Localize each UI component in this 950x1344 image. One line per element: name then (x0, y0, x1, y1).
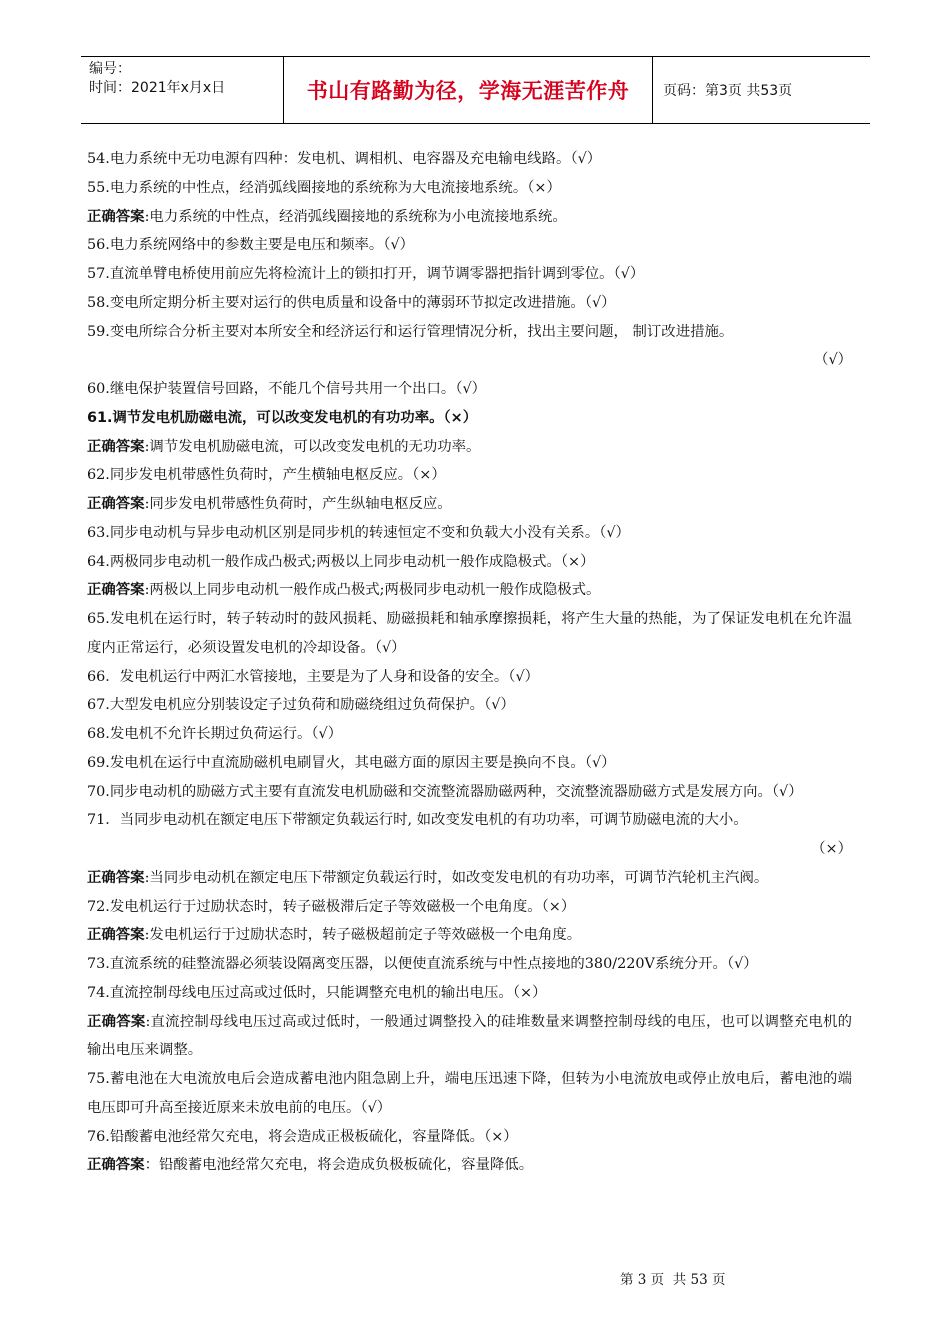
question-line (87, 519, 852, 548)
line-text: 55.电力系统的中性点，经消弧线圈接地的系统称为大电流接地系统。（×） (87, 179, 561, 196)
line-text: 62.同步发电机带感性负荷时，产生横轴电枢反应。（×） (87, 467, 446, 484)
question-line (87, 461, 852, 490)
page-footer: 第 3 页 共 53 页 (620, 1272, 726, 1288)
question-line (87, 260, 852, 289)
line-text: 74.直流控制母线电压过高或过低时，只能调整充电机的输出电压。（×） (87, 984, 547, 1001)
question-line (87, 778, 852, 807)
line-text: 67.大型发电机应分别装设定子过负荷和励磁绕组过负荷保护。（√） (87, 697, 515, 714)
page-header (81, 56, 870, 124)
line-text: ：铅酸蓄电池经常欠充电，将会造成负极板硫化，容量降低。 (144, 1157, 534, 1174)
answer-label: 正确答案 (87, 869, 145, 886)
question-line (87, 289, 852, 318)
question-line (87, 1065, 852, 1123)
line-text: 71．当同步电动机在额定电压下带额定负载运行时, 如改变发电机的有功功率，可调节励磁电流的大小。 (87, 812, 748, 829)
answer-label: 正确答案 (87, 438, 145, 455)
answer-line (87, 490, 852, 519)
code-label: 编号： (89, 61, 131, 77)
header-meta (81, 57, 284, 123)
answer-label: 正确答案 (87, 927, 145, 944)
question-line (87, 231, 852, 260)
answer-label: 正确答案 (87, 1157, 145, 1174)
line-text: （√） (814, 352, 852, 369)
question-line (87, 375, 852, 404)
line-text: 68.发电机不允许长期过负荷运行。（√） (87, 726, 343, 742)
answer-line (87, 1151, 852, 1180)
question-line (87, 1123, 852, 1152)
line-text: :直流控制母线电压过高或过低时，一般通过调整投入的硅堆数量来调整控制母线的电压，也可以调整充电机的输出电压来调整。 (87, 1013, 852, 1059)
line-text: :当同步电动机在额定电压下带额定负载运行时，如改变发电机的有功功率，可调节汽轮机主汽阀。 (144, 869, 769, 886)
line-text: 60.继电保护装置信号回路，不能几个信号共用一个出口。（√） (87, 381, 487, 397)
line-text: 69.发电机在运行中直流励磁机电刷冒火，其电磁方面的原因主要是换向不良。（√） (87, 754, 616, 771)
answer-label: 正确答案 (87, 208, 145, 225)
line-text: :电力系统的中性点，经消弧线圈接地的系统称为小电流接地系统。 (144, 208, 567, 225)
line-text: （×） (811, 841, 852, 857)
line-text: :同步发电机带感性负荷时，产生纵轴电枢反应。 (144, 496, 452, 512)
answer-label: 正确答案 (87, 496, 145, 512)
question-line (87, 174, 852, 203)
question-line (87, 404, 852, 433)
line-text: 64.两极同步电动机一般作成凸极式;两极以上同步电动机一般作成隐极式。（×） (87, 553, 595, 570)
line-text: 65.发电机在运行时，转子转动时的鼓风损耗、励磁损耗和轴承摩擦损耗，将产生大量的热能，为了保证发电机在允许温度内正常运行，必须设置发电机的冷却设备。（√） (87, 611, 852, 656)
line-text: 72.发电机运行于过励状态时，转子磁极滞后定子等效磁极一个电角度。（×） (87, 898, 576, 915)
answer-line (87, 864, 852, 893)
page-info: 页码：第3页 共53页 (663, 83, 793, 99)
answer-line (87, 921, 852, 950)
motto-text: 书山有路勤为径，学海无涯苦作舟 (306, 79, 630, 103)
question-line (87, 548, 852, 577)
line-text: :发电机运行于过励状态时，转子磁极超前定子等效磁极一个电角度。 (144, 927, 582, 944)
line-text: :两极以上同步电动机一般作成凸极式;两极同步电动机一般作成隐极式。 (144, 582, 601, 599)
line-text: 57.直流单臂电桥使用前应先将检流计上的锁扣打开，调节调零器把指针调到零位。（√） (87, 266, 645, 282)
question-line (87, 806, 852, 835)
question-line (87, 835, 852, 864)
answer-line (87, 433, 852, 462)
line-text: 66．发电机运行中两汇水管接地，主要是为了人身和设备的安全。（√） (87, 668, 540, 685)
line-text: 70.同步电动机的励磁方式主要有直流发电机励磁和交流整流器励磁两种，交流整流器励磁方式是发展方向。（√） (87, 783, 803, 800)
document-body (87, 145, 852, 1180)
line-text: 63.同步电动机与异步电动机区别是同步机的转速恒定不变和负载大小没有关系。（√） (87, 524, 630, 541)
answer-label: 正确答案 (87, 1013, 146, 1030)
question-line (87, 749, 852, 778)
line-text: :调节发电机励磁电流，可以改变发电机的无功功率。 (144, 438, 481, 455)
header-page-cell (653, 57, 870, 123)
question-line (87, 145, 852, 174)
answer-line (87, 1008, 852, 1066)
line-text: 58.变电所定期分析主要对运行的供电质量和设备中的薄弱环节拟定改进措施。（√） (87, 294, 616, 311)
question-line (87, 318, 852, 347)
answer-label: 正确答案 (87, 582, 145, 599)
question-line (87, 720, 852, 749)
line-text: 56.电力系统网络中的参数主要是电压和频率。（√） (87, 237, 415, 254)
question-line (87, 950, 852, 979)
date-label: 时间：2021年x月x日 (89, 80, 226, 96)
question-line (87, 663, 852, 692)
header-motto-cell (284, 57, 653, 123)
question-line (87, 346, 852, 375)
line-text: 73.直流系统的硅整流器必须装设隔离变压器，以便使直流系统与中性点接地的380/220V系统分开。（√） (87, 956, 758, 972)
question-line (87, 605, 852, 663)
answer-line (87, 576, 852, 605)
line-text: 61.调节发电机励磁电流，可以改变发电机的有功功率。（×） (87, 409, 478, 426)
line-text: 54.电力系统中无功电源有四种：发电机、调相机、电容器及充电输电线路。（√） (87, 151, 602, 167)
answer-line (87, 203, 852, 232)
line-text: 59.变电所综合分析主要对本所安全和经济运行和运行管理情况分析，找出主要问题， 制订改进措施。 (87, 323, 734, 340)
question-line (87, 979, 852, 1008)
line-text: 75.蓄电池在大电流放电后会造成蓄电池内阻急剧上升，端电压迅速下降，但转为小电流放电或停止放电后，蓄电池的端电压即可升高至接近原来未放电前的电压。（√） (87, 1071, 852, 1116)
question-line (87, 893, 852, 922)
line-text: 76.铅酸蓄电池经常欠充电，将会造成正极板硫化，容量降低。（×） (87, 1128, 518, 1145)
question-line (87, 691, 852, 720)
